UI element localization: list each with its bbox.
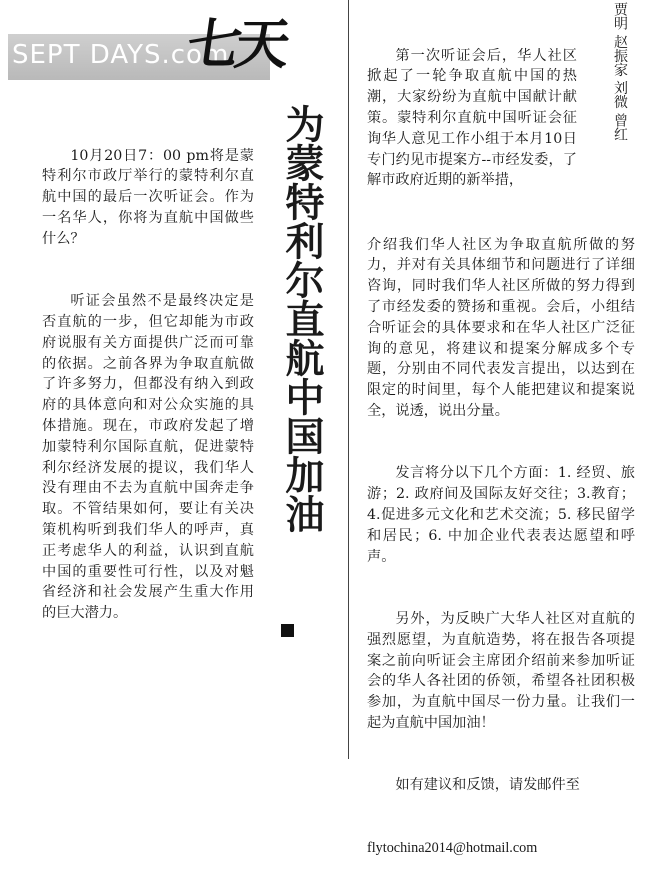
right-paragraph-1: 介绍我们华人社区为争取直航所做的努力，并对有关具体细节和问题进行了详细咨询，同时我们华人社区所做的努力得到了市经发委的赞扬和重视。会后，小组结合听证会的具体要求和在华人社区广泛征询的意见，将建议和提案分解成多个专题，分别由不同代表发言提出，以达到在限定的时间里，每个人能把建议和提案说全，说透，说出分量。 [367,236,635,419]
article-right-column [367,193,635,879]
article-authors: 贾明 赵振家 刘微 曾红 [612,2,628,142]
column-divider [348,0,349,759]
right-paragraph-4: 如有建议和反馈，请发邮件至 [395,777,580,794]
article-right-top [367,4,577,212]
column-banner-text: SEPT DAYS.com [12,40,230,70]
column-logo: 七天 [183,12,289,76]
contact-email: flytochina2014@hotmail.com [367,839,538,856]
right-paragraph-3: 另外，为反映广大华人社区对直航的强烈愿望，为直航造势，将在报告各项提案之前向听证会主席团介绍前来参加听证会的华人各社团的侨领，希望各社团积极参加，为直航中国尽一份力量。让我们一起为直航中国加油！ [367,610,635,731]
right-paragraph-2: 发言将分以下几个方面：1. 经贸、旅游；2. 政府间及国际友好交往；3.教育；4.促进多元文化和艺术交流；5. 移民留学和居民；6. 中加企业代表表达愿望和呼声。 [367,465,635,565]
article-headline: 为蒙特利尔直航中国加油 [279,104,324,533]
left-paragraph-1: 10月20日7：00 pm将是蒙特利尔市政厅举行的蒙特利尔直航中国的最后一次听证会。作为一名华人，你将为直航中国做些什么？ [42,147,254,247]
left-paragraph-2: 听证会虽然不是最终决定是否直航的一步，但它却能为市政府说服有关方面提供广泛而可靠的依据。之前各界为争取直航做了许多努力，但都没有纳入到政府的具体意向和对公众实施的具体措施。现在，市政府发起了增加蒙特利尔国际直航，促进蒙特利尔经济发展的提议，我们华人没有理由不去为直航中国奔走争取。不管结果如何，要让有关决策机构听到我们华人的呼声，真正考虑华人的利益，认识到直航中国的重要性可行性，以及对魁省经济和社会发展产生重大作用的巨大潜力。 [42,293,254,622]
article-left-column [42,104,254,645]
right-top-paragraph: 第一次听证会后，华人社区掀起了一轮争取直航中国的热潮，大家纷纷为直航中国献计献策。蒙特利尔直航中国听证会征询华人意见工作小组于本月10日专门约见市提案方--市经发委，了解市政府近期的新举措， [367,47,577,189]
article-end-mark [281,624,294,637]
